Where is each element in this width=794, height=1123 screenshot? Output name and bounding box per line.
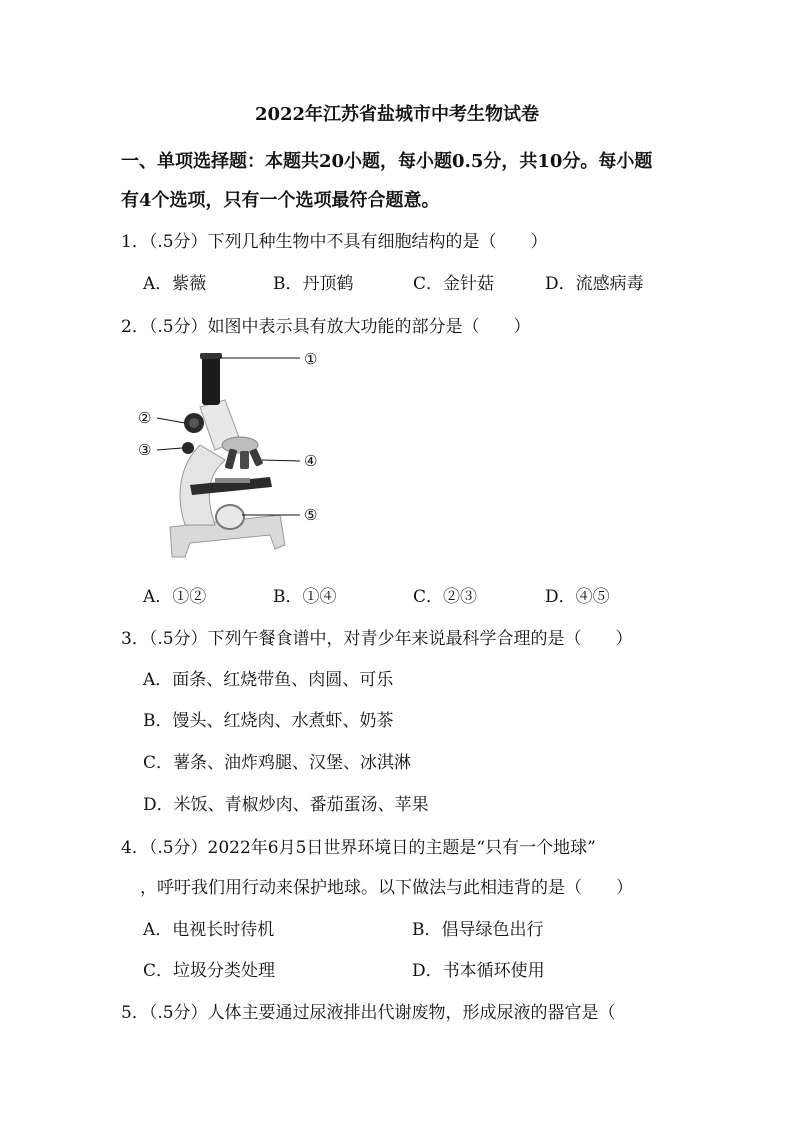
question-3-option-d: D．米饭、青椒炒肉、番茄蛋汤、苹果 xyxy=(143,795,429,815)
question-5-stem: 5．（.5分）人体主要通过尿液排出代谢废物，形成尿液的器官是（ xyxy=(121,1003,616,1023)
question-4-option-c: C．垃圾分类处理 xyxy=(143,961,276,981)
question-1-option-a: A．紫薇 xyxy=(143,274,207,294)
microscope-figure xyxy=(130,345,330,560)
question-4-option-d: D．书本循环使用 xyxy=(412,961,545,981)
figure-label-4: ④ xyxy=(304,452,318,470)
question-4-options-row2 xyxy=(143,960,545,982)
question-2-option-c: C．②③ xyxy=(413,587,478,607)
question-1-option-b: B．丹顶鹤 xyxy=(273,274,354,294)
question-3-option-a: A．面条、红烧带鱼、肉圆、可乐 xyxy=(143,670,394,690)
question-4-option-b: B．倡导绿色出行 xyxy=(412,920,544,940)
question-3-option-c: C．薯条、油炸鸡腿、汉堡、冰淇淋 xyxy=(143,753,412,773)
question-2-option-a: A．①② xyxy=(143,587,207,607)
figure-label-1: ① xyxy=(304,350,318,368)
page-title: 2022年江苏省盐城市中考生物试卷 xyxy=(254,104,540,125)
question-1-option-d: D．流感病毒 xyxy=(545,274,644,294)
question-2-option-b: B．①④ xyxy=(273,587,337,607)
figure-label-5: ⑤ xyxy=(304,506,318,524)
question-2-stem: 2．（.5分）如图中表示具有放大功能的部分是（ ） xyxy=(121,317,531,337)
question-3-option-b: B．馒头、红烧肉、水煮虾、奶茶 xyxy=(143,711,394,731)
figure-label-3: ③ xyxy=(138,441,152,459)
question-4-stem-line1: 4．（.5分）2022年6月5日世界环境日的主题是“只有一个地球” xyxy=(121,838,596,858)
question-1-option-c: C．金针菇 xyxy=(413,274,495,294)
question-4-stem-line2: ，呼吁我们用行动来保护地球。以下做法与此相违背的是（ ） xyxy=(140,878,633,898)
question-3-stem: 3．（.5分）下列午餐食谱中，对青少年来说最科学合理的是（ ） xyxy=(121,629,633,649)
question-4-option-a: A．电视长时待机 xyxy=(143,920,275,940)
figure-label-2: ② xyxy=(138,409,152,427)
section-heading-line2: 有4个选项，只有一个选项最符合题意。 xyxy=(121,190,440,211)
question-4-options-row1 xyxy=(143,919,544,941)
section-heading-line1: 一、单项选择题：本题共20小题，每小题0.5分，共10分。每小题 xyxy=(121,151,653,172)
question-2-options xyxy=(143,586,610,608)
question-1-options xyxy=(143,273,644,295)
question-1-stem: 1．（.5分）下列几种生物中不具有细胞结构的是（ ） xyxy=(121,232,548,252)
question-2-option-d: D．④⑤ xyxy=(545,587,610,607)
